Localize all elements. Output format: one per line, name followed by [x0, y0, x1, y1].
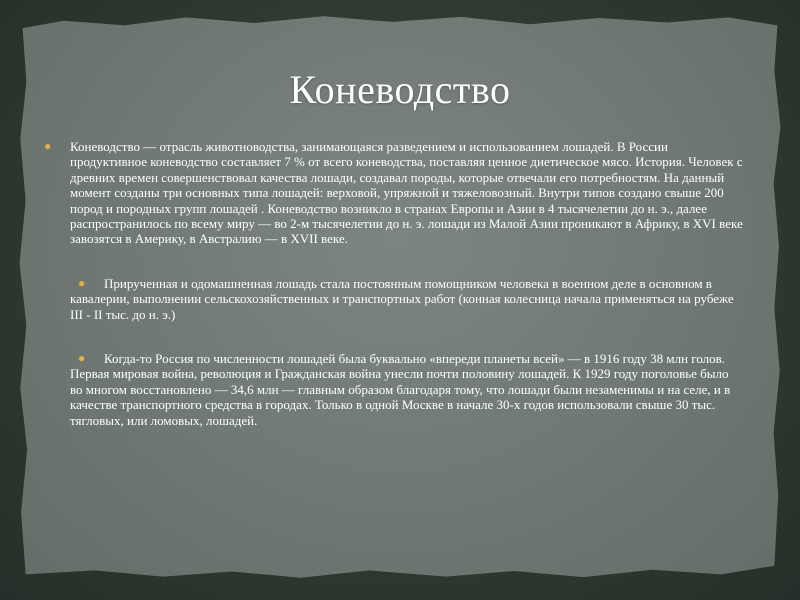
paragraph-domestication — [44, 276, 744, 322]
paragraph-russia — [44, 351, 744, 428]
paragraph-history — [44, 139, 744, 247]
bullet-icon: ● — [78, 351, 86, 366]
slide-body — [44, 139, 744, 428]
slide-title: Коневодство — [289, 67, 511, 112]
paragraph-text: Коневодство — отрасль животноводства, занимающаяся разведением и использованием лошадей. В России продуктивное коневодство составляет 7 % от всего коневодства, поставляя ценное диетическое мясо. История. Человек с древних времен совершенствовал качества лошади, создавал породы, которые отвечали его потребностям. На данный момент созданы три основных типа лошадей: верховой, упряжной и тяжеловозный. Внутри типов создано свыше 200 пород и породных групп лошадей . Коневодство возникло в странах Европы и Азии в 4 тысячелетии до н. э., далее распространилось по всему миру — во 2-м тысячелетии до н. э. лошади из Малой Азии проникают в Африку, в XVI веке завозятся в Америку, в Австралию — в XVII веке. — [70, 139, 743, 247]
paragraph-text: Когда-то Россия по численности лошадей была буквально «впереди планеты всей» — в 1916 году 38 млн голов. Первая мировая война, революция и Гражданская война унесли почти половину лошадей. К 1929 году поголовье было во многом восстановлено — 34,6 млн — главным образом благодаря тому, что лошади были незаменимы и на селе, и в качестве транспортного средства в городах. Только в одной Москве в начале 30-х годов использовали свыше 30 тыс. тягловых, или ломовых, лошадей. — [70, 351, 731, 428]
paragraph-text: Прирученная и одомашненная лошадь стала постоянным помощником человека в военном деле в основном в кавалерии, выполнении сельскохозяйственных и транспортных работ (конная колесница начала применяться на рубеже III - II тыс. до н. э.) — [70, 275, 734, 322]
bullet-icon: ● — [78, 275, 86, 290]
bullet-icon: ● — [44, 139, 52, 153]
